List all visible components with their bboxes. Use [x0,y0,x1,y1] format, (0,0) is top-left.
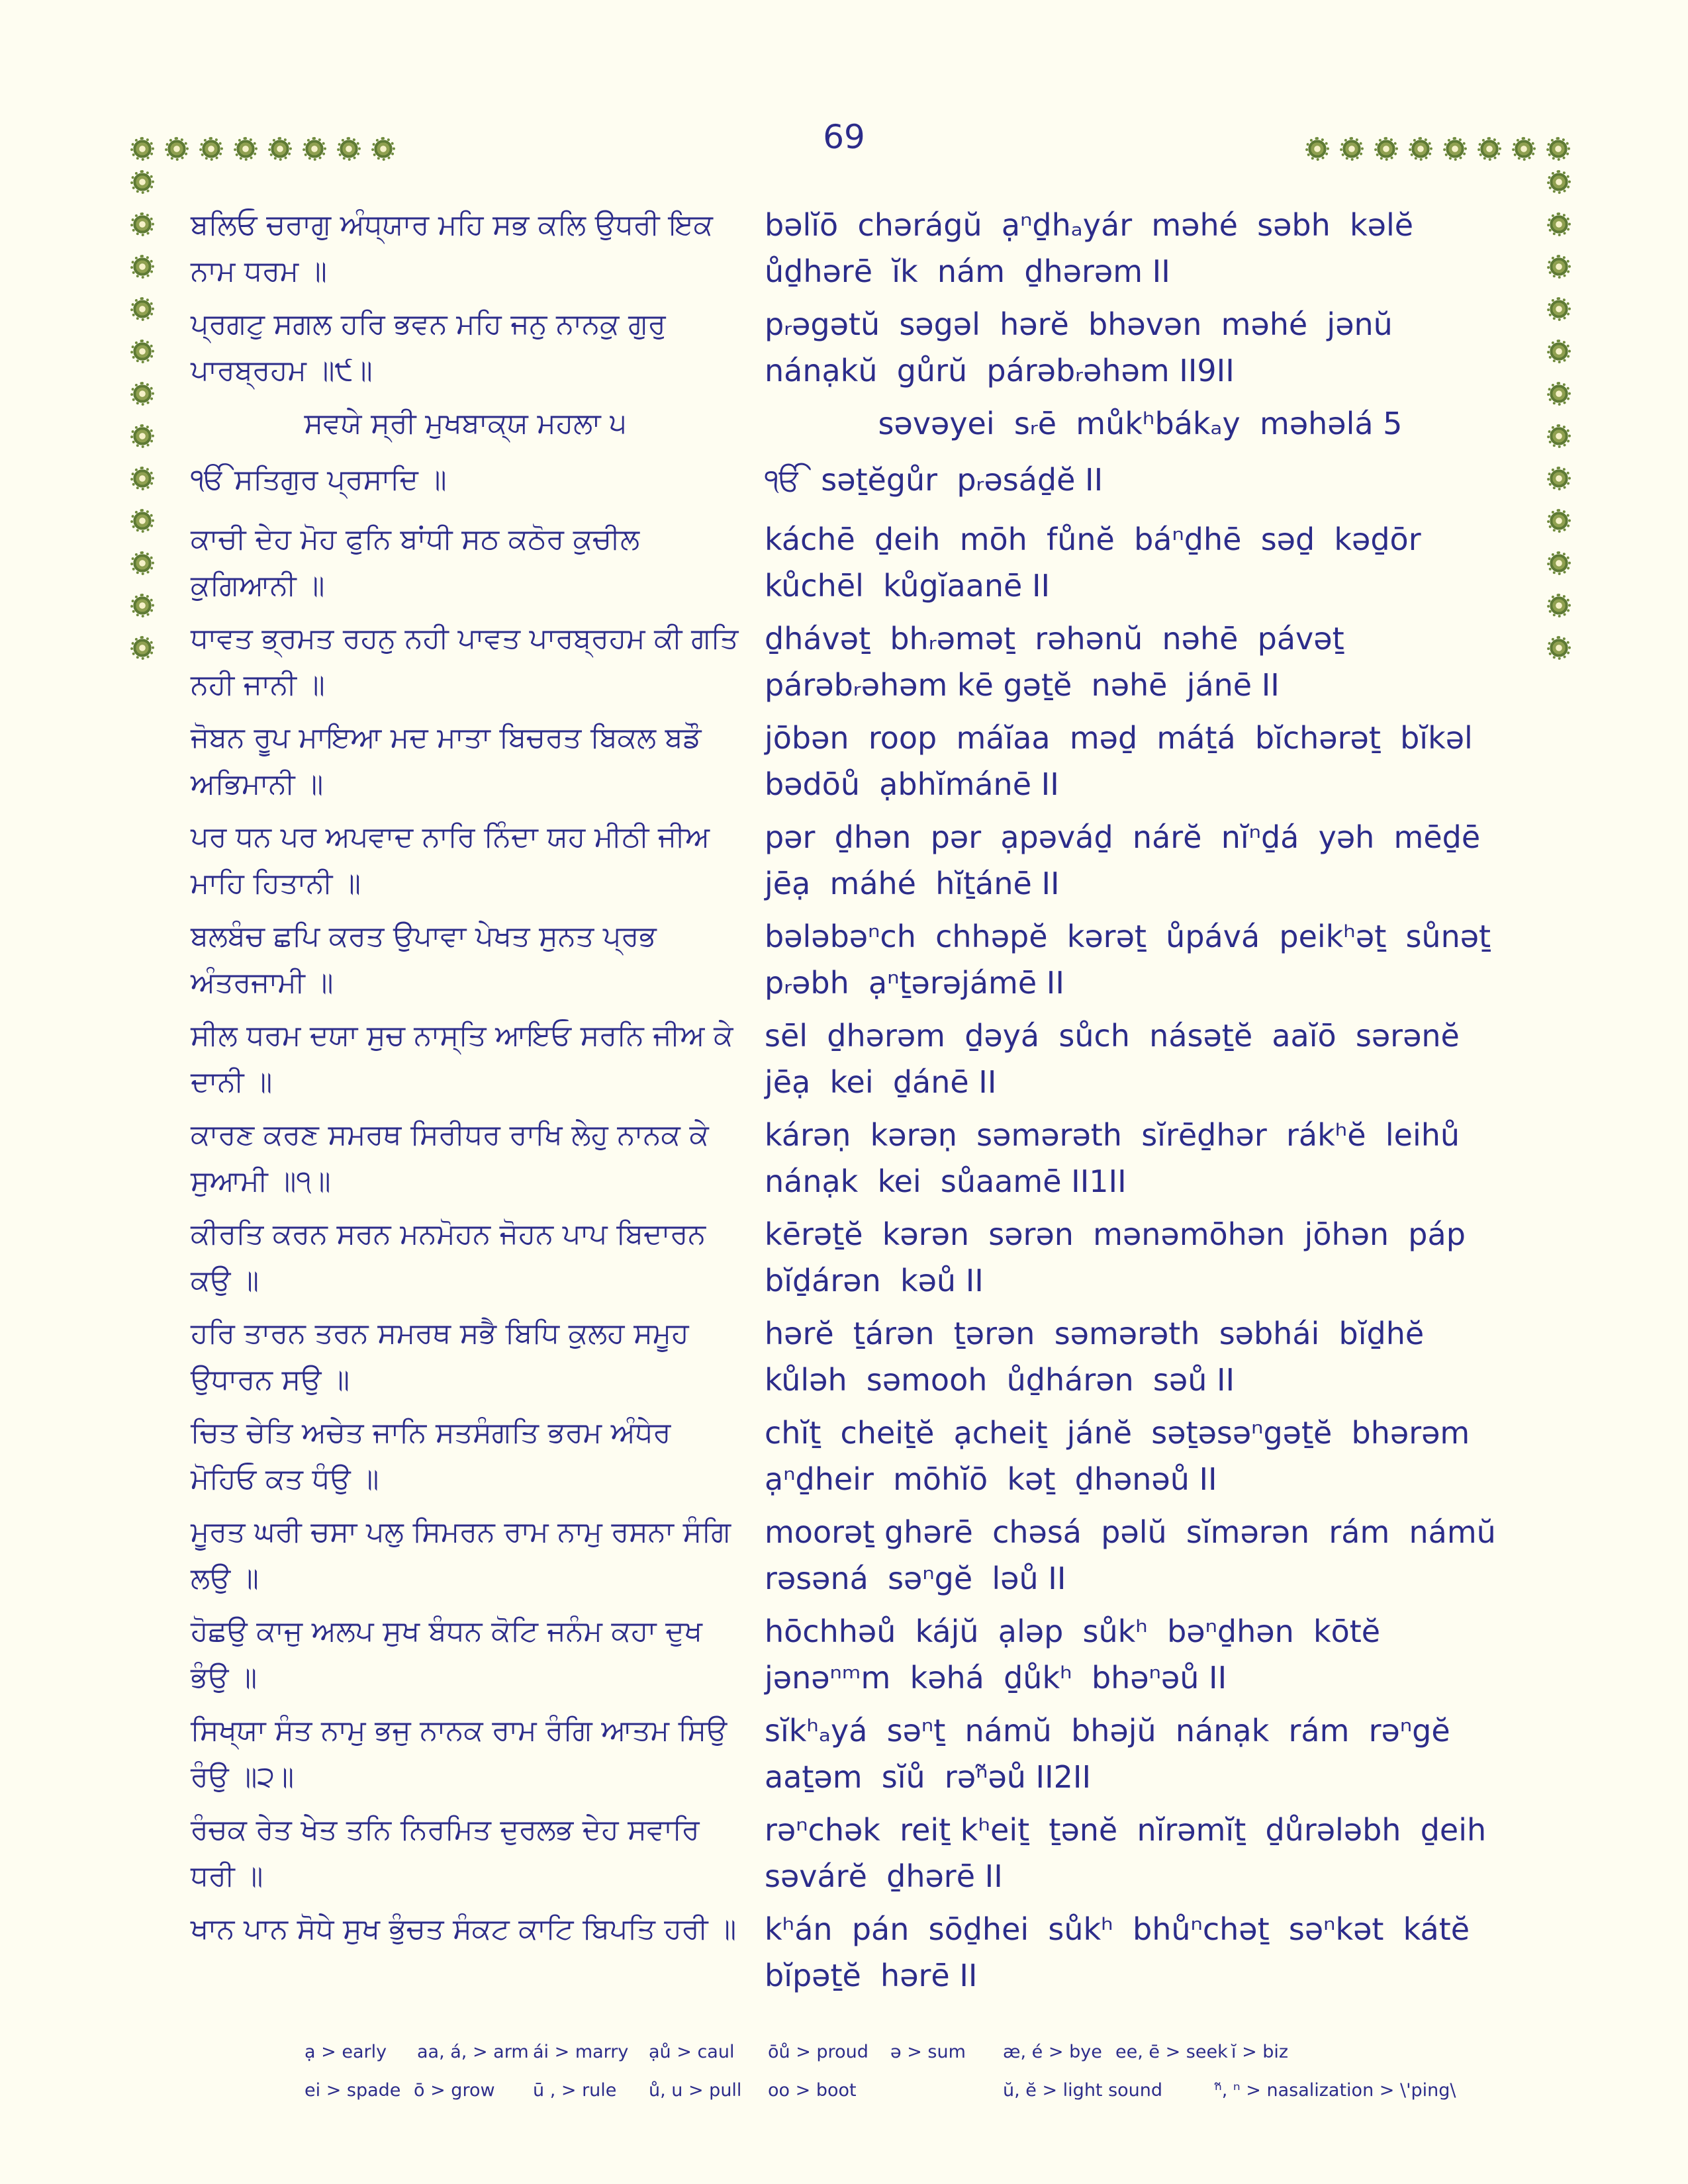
gurmukhi-text: ਧਾਵਤ ਭ੍ਰਮਤ ਰਹਨੁ ਨਹੀ ਪਾਵਤ ਪਾਰਬ੍ਰਹਮ ਕੀ ਗਤਿ ਨਹੀ ਜਾਨੀ ॥ [191,622,739,702]
flower-ornament-icon [132,341,152,361]
flower-ornament-icon [132,299,152,319]
flower-ornament-icon [1479,139,1499,159]
transliteration-text: hərĕ ṯárən ṯərən səmərəth səbhái bĭḏhĕ kůləh səmooh ůḏhárən səů II [765,1316,1444,1398]
gurmukhi-text: ਪ੍ਰਗਟੁ ਸਗਲ ਹਰਿ ਭਵਨ ਮਹਿ ਜਨੁ ਨਾਨਕੁ ਗੁਰੁ ਪਾਰਬ੍ਰਹਮ ॥੯॥ [191,308,666,387]
flower-ornament-icon [305,139,324,159]
legend-item: ū , > rule [533,2080,617,2101]
flower-ornament-icon [1549,257,1569,277]
flower-ornament-icon [1307,139,1327,159]
legend-item: ei > spade [305,2080,401,2101]
gurmukhi-text: ਸੀਲ ਧਰਮ ਦਯਾ ਸੁਚ ਨਾਸ੍ਤਿ ਆਇਓ ਸਰਨਿ ਜੀਅ ਕੇ ਦਾਨੀ ॥ [191,1019,733,1099]
flower-ornament-icon [1549,172,1569,192]
gurmukhi-text: ਬਲਬੰਚ ਛਪਿ ਕਰਤ ਉਪਾਵਾ ਪੇਖਤ ਸੁਨਤ ਪ੍ਰਭ ਅੰਤਰਜਾਮੀ ॥ [191,920,657,999]
flower-ornament-icon [132,257,152,277]
legend-item: ee, ē > seek [1115,2042,1228,2062]
transliteration-text: káchē ḏeih mōh fůnĕ báⁿḏhē səḏ kəḏōr kůchēl kůgĭaanē II [765,522,1440,604]
legend-item: ĭ > biz [1231,2042,1289,2062]
legend-item: oo > boot [768,2080,857,2101]
gurmukhi-text: ੴ ਸਤਿਗੁਰ ਪ੍ਰਸਾਦਿ ॥ [191,463,447,496]
transliteration-text: sĭkʰₐyá səⁿṯ námŭ bhəjŭ nánạk rám rəⁿgĕ aaṯəm sĭů rəⁿ̃əů II2II [765,1713,1470,1795]
transliteration-text: jōbən roop máĭaa məḏ máṯá bĭchərəṯ bĭkəl bədōů ạbhĭmánē II [765,720,1493,802]
flower-ornament-icon [132,596,152,615]
flower-ornament-icon [1376,139,1396,159]
gurmukhi-text: ਰੰਚਕ ਰੇਤ ਖੇਤ ਤਨਿ ਨਿਰਮਿਤ ਦੁਰਲਭ ਦੇਹ ਸਵਾਰਿ ਧਰੀ ॥ [191,1813,700,1893]
flower-ornament-icon [132,426,152,446]
transliteration-text: pᵣəgətŭ səgəl hərĕ bhəvən məhé jənŭ nánạkŭ gůrŭ párəbᵣəhəm II9II [765,306,1413,388]
flower-ornament-icon [1549,638,1569,658]
legend-item: aa, á, > arm [417,2042,529,2062]
flower-ornament-icon [1549,511,1569,531]
flower-ornament-icon [1514,139,1534,159]
flower-ornament-icon [1549,426,1569,446]
transliteration-text: pər ḏhən pər ạpəváḏ nárĕ nĭⁿḏá yəh mēḏē jēạ máhé hĭṯánē II [765,819,1500,901]
flower-ornament-icon [132,469,152,488]
flower-ornament-icon [132,511,152,531]
transliteration-text: hōchhəů kájŭ ạləp sůkʰ bəⁿḏhən kōtĕ jənəⁿᵐm kəhá ḏůkʰ bhəⁿəů II [765,1614,1400,1696]
gurmukhi-text: ਕਾਚੀ ਦੇਹ ਮੋਹ ਫੁਨਿ ਬਾਂਧੀ ਸਠ ਕਠੋਰ ਕੁਚੀਲ ਕੁਗਿਆਨੀ ॥ [191,523,640,602]
flower-ornament-icon [1549,299,1569,319]
legend-item: ái > marry [533,2042,629,2062]
gurmukhi-text: ਹਰਿ ਤਾਰਨ ਤਰਨ ਸਮਰਥ ਸਭੈ ਬਿਧਿ ਕੁਲਹ ਸਮੂਹ ਉਧਾਰਨ ਸਉ ॥ [191,1317,689,1396]
transliteration-text: bələbəⁿch chhəpĕ kərəṯ ůpává peikʰəṯ sůnəṯ pᵣəbh ạⁿṯərəjámē II [765,919,1511,1001]
flower-ornament-icon [1549,553,1569,573]
flower-ornament-icon [1549,214,1569,234]
legend-item: ạ > early [305,2042,387,2062]
flower-ornament-icon [132,638,152,658]
flower-ornament-icon [1445,139,1465,159]
legend-item: ōů > proud [768,2042,868,2062]
transliteration-text: kʰán pán sōḏhei sůkʰ bhůⁿchəṯ səⁿkət kátĕ bĭpəṯĕ hərē II [765,1911,1489,1993]
gurmukhi-text: ਖਾਨ ਪਾਨ ਸੋਧੇ ਸੁਖ ਭੁੰਚਤ ਸੰਕਟ ਕਾਟਿ ਬਿਪਤਿ ਹਰੀ ॥ [191,1913,737,1946]
flower-ornament-icon [1549,469,1569,488]
flower-ornament-icon [201,139,221,159]
gurmukhi-text: ਕੀਰਤਿ ਕਰਨ ਸਰਨ ਮਨਮੋਹਨ ਜੋਹਨ ਪਾਪ ਬਿਦਾਰਨ ਕਉ ॥ [191,1218,706,1297]
gurmukhi-text: ਜੋਬਨ ਰੂਪ ਮਾਇਆ ਮਦ ਮਾਤਾ ਬਿਚਰਤ ਬਿਕਲ ਬਡੌ ਅਭਿਮਾਨੀ ॥ [191,721,702,801]
flower-ornament-icon [1342,139,1362,159]
legend-item: ạů > caul [649,2042,735,2062]
flower-ornament-icon [1411,139,1430,159]
flower-ornament-icon [270,139,290,159]
transliteration-text: səvəyei sᵣē můkʰbákₐy məhəlá 5 [878,406,1403,441]
transliteration-text: moorəṯ ghərē chəsá pəlŭ sĭmərən rám námŭ rəsəná səⁿgĕ ləů II [765,1514,1516,1596]
flower-ornament-icon [132,139,152,159]
page-number: 69 [823,118,865,156]
legend-item: ⁿ̃, ⁿ > nasalization > \'ping\ [1215,2080,1456,2101]
gurmukhi-text: ਚਿਤ ਚੇਤਿ ਅਚੇਤ ਜਾਨਿ ਸਤਸੰਗਤਿ ਭਰਮ ਅੰਧੇਰ ਮੋਹਿਓ ਕਤ ਧੰਉ ॥ [191,1416,671,1496]
transliteration-text: bəlĭō chərágŭ ạⁿḏhₐyár məhé səbh kəlĕ ůḏhərē ĭk nám ḏhərəm II [765,207,1433,289]
flower-ornament-icon [1548,139,1568,159]
flower-ornament-icon [373,139,393,159]
flower-ornament-icon [1549,341,1569,361]
flower-ornament-icon [1549,596,1569,615]
flower-ornament-icon [167,139,187,159]
transliteration-text: chĭṯ cheiṯĕ ạcheiṯ jánĕ səṯəsəⁿgəṯĕ bhərəm ạⁿḏheir mōhĭō kəṯ ḏhənəů II [765,1415,1489,1497]
gurmukhi-text: ਪਰ ਧਨ ਪਰ ਅਪਵਾਦ ਨਾਰਿ ਨਿੰਦਾ ਯਹ ਮੀਠੀ ਜੀਅ ਮਾਹਿ ਹਿਤਾਨੀ ॥ [191,821,710,900]
gurmukhi-text: ਬਲਿਓ ਚਰਾਗੁ ਅੰਧ੍ਯਾਰ ਮਹਿ ਸਭ ਕਲਿ ਉਧਰੀ ਇਕ ਨਾਮ ਧਰਮ ॥ [191,208,713,288]
flower-ornament-icon [236,139,256,159]
flower-ornament-icon [132,384,152,404]
legend-item: æ, é > bye [1003,2042,1102,2062]
flower-ornament-icon [1549,384,1569,404]
legend-item: ə > sum [890,2042,966,2062]
legend-item: ů, u > pull [649,2080,742,2101]
flower-ornament-icon [132,553,152,573]
legend-item: ŭ, ĕ > light sound [1003,2080,1163,2101]
transliteration-text: ੴ səṯĕgůr pᵣəsáḏĕ II [765,462,1103,498]
gurmukhi-text: ਸਿਖ੍ਯਾ ਸੰਤ ਨਾਮੁ ਭਜੁ ਨਾਨਕ ਰਾਮ ਰੰਗਿ ਆਤਮ ਸਿਉ ਰੰਉ ॥੨॥ [191,1714,727,1794]
flower-ornament-icon [339,139,359,159]
gurmukhi-text: ਕਾਰਣ ਕਰਣ ਸਮਰਥ ਸਿਰੀਧਰ ਰਾਖਿ ਲੇਹੁ ਨਾਨਕ ਕੇ ਸੁਆਮੀ ॥੧॥ [191,1118,709,1198]
legend-item: ō > grow [414,2080,495,2101]
gurmukhi-text: ਮੂਰਤ ਘਰੀ ਚਸਾ ਪਲੁ ਸਿਮਰਨ ਰਾਮ ਨਾਮੁ ਰਸਨਾ ਸੰਗਿ ਲਉ ॥ [191,1516,731,1595]
transliteration-text: sēl ḏhərəm ḏəyá sůch násəṯĕ aaĭō sərənĕ jēạ kei ḏánē II [765,1018,1479,1100]
flower-ornament-icon [132,214,152,234]
flower-ornament-icon [132,172,152,192]
gurmukhi-text: ਸਵਯੇ ਸ੍ਰੀ ਮੁਖਬਾਕ੍ਯ ਮਹਲਾ ੫ [304,407,627,440]
transliteration-text: kárəṇ kərəṇ səmərəth sĭrēḏhər rákʰĕ leihů nánạk kei sůaamē II1II [765,1117,1479,1199]
transliteration-text: rəⁿchək reiṯ kʰeiṯ ṯənĕ nĭrəmĭṯ ḏůrələbh ḏeih səvárĕ ḏhərē II [765,1812,1506,1894]
gurmukhi-text: ਹੋਛਉ ਕਾਜੁ ਅਲਪ ਸੁਖ ਬੰਧਨ ਕੋਟਿ ਜਨੰਮ ਕਹਾ ਦੁਖ ਭੰਉ ॥ [191,1615,702,1694]
transliteration-text: ḏhávəṯ bhᵣəməṯ rəhənŭ nəhē pávəṯ párəbᵣəhəm kē gəṯĕ nəhē jánē II [765,621,1364,703]
transliteration-text: kērəṯĕ kərən sərən mənəmōhən jōhən páp bĭḏárən kəů II [765,1216,1485,1298]
